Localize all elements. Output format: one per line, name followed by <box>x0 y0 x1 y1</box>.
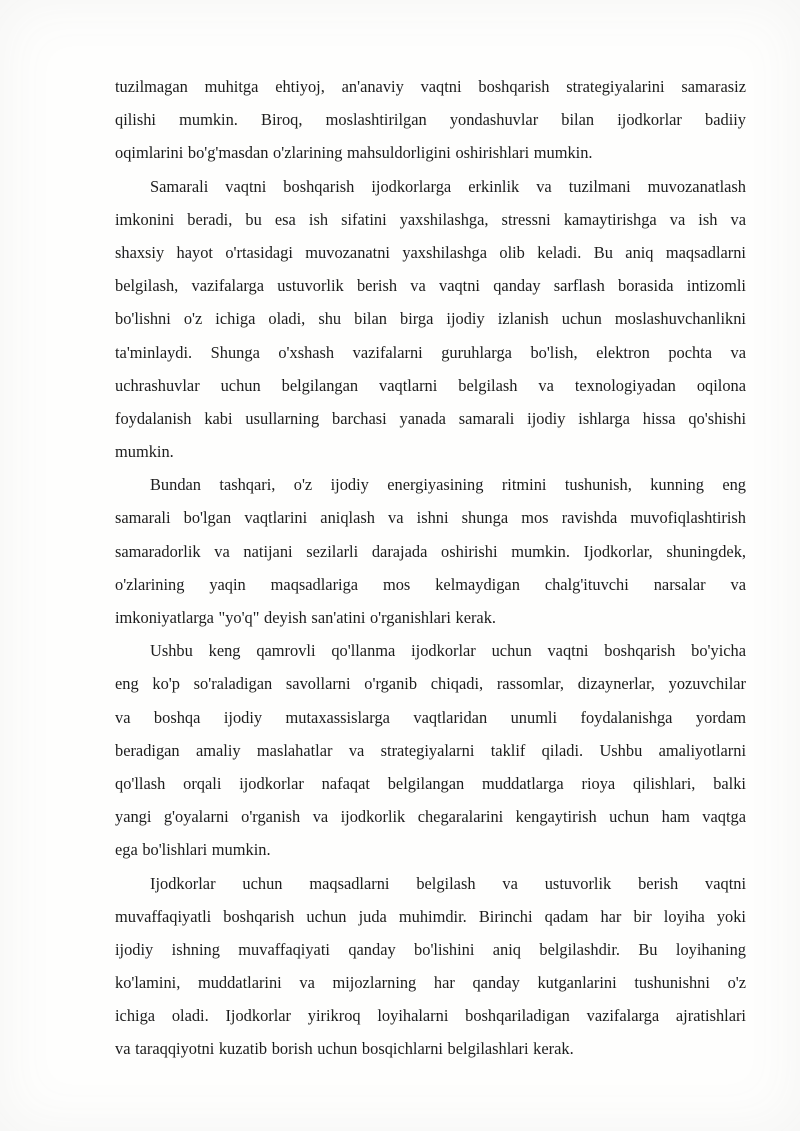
text-line: muvaffaqiyatli boshqarish uchun juda muhimdir. Birinchi qadam har bir loyiha yoki <box>115 906 746 926</box>
document-body <box>115 70 746 1066</box>
paragraph <box>115 634 746 866</box>
paragraph <box>115 170 746 469</box>
text-line: ijodiy ishning muvaffaqiyati qanday bo'lishini aniq belgilashdir. Bu loyihaning <box>115 939 746 959</box>
text-line: qilishi mumkin. Biroq, moslashtirilgan yondashuvlar bilan ijodkorlar badiiy <box>115 110 746 130</box>
text-line: belgilash, vazifalarga ustuvorlik berish va vaqtni qanday sarflash borasida intizomli <box>115 276 746 296</box>
text-line: ichiga oladi. Ijodkorlar yirikroq loyihalarni boshqariladigan vazifalarga ajratishlari <box>115 1006 746 1026</box>
text-line: foydalanish kabi usullarning barchasi yanada samarali ijodiy ishlarga hissa qo'shishi <box>115 408 746 428</box>
text-line: va taraqqiyotni kuzatib borish uchun bosqichlarni belgilashlari kerak. <box>115 1039 574 1059</box>
text-line: va boshqa ijodiy mutaxassislarga vaqtlaridan unumli foydalanishga yordam <box>115 707 746 727</box>
text-line: bo'lishni o'z ichiga oladi, shu bilan birga ijodiy izlanish uchun moslashuvchanlikni <box>115 309 746 329</box>
text-line: qo'llash orqali ijodkorlar nafaqat belgilangan muddatlarga rioya qilishlari, balki <box>115 773 746 793</box>
text-line: mumkin. <box>115 442 174 462</box>
text-line: ega bo'lishlari mumkin. <box>115 840 271 860</box>
text-line: samaradorlik va natijani sezilarli darajada oshirishi mumkin. Ijodkorlar, shuningdek, <box>115 541 746 561</box>
text-line: Bundan tashqari, o'z ijodiy energiyasining ritmini tushunish, kunning eng <box>150 475 746 495</box>
text-line: ta'minlaydi. Shunga o'xshash vazifalarni guruhlarga bo'lish, elektron pochta va <box>115 342 746 362</box>
text-line: beradigan amaliy maslahatlar va strategiyalarni taklif qiladi. Ushbu amaliyotlarni <box>115 740 746 760</box>
text-line: ko'lamini, muddatlarini va mijozlarning har qanday kutganlarini tushunishni o'z <box>115 973 746 993</box>
text-line: imkoniyatlarga "yo'q" deyish san'atini o'rganishlari kerak. <box>115 608 497 627</box>
paragraph <box>115 867 746 1066</box>
text-line: yangi g'oyalarni o'rganish va ijodkorlik chegaralarini kengaytirish uchun ham vaqtga <box>115 807 746 827</box>
text-line: Samarali vaqtni boshqarish ijodkorlarga erkinlik va tuzilmani muvozanatlash <box>150 176 746 196</box>
paragraph <box>115 70 746 170</box>
text-line: uchrashuvlar uchun belgilangan vaqtlarni belgilash va texnologiyadan oqilona <box>115 375 746 395</box>
text-line: imkonini beradi, bu esa ish sifatini yaxshilashga, stressni kamaytirishga va ish va <box>115 209 746 229</box>
text-line: tuzilmagan muhitga ehtiyoj, an'anaviy vaqtni boshqarish strategiyalarini samarasiz <box>115 77 746 96</box>
text-line: shaxsiy hayot o'rtasidagi muvozanatni yaxshilashga olib keladi. Bu aniq maqsadlarni <box>115 242 746 262</box>
paragraph <box>115 468 746 634</box>
text-line: Ushbu keng qamrovli qo'llanma ijodkorlar uchun vaqtni boshqarish bo'yicha <box>150 641 746 661</box>
text-line: samarali bo'lgan vaqtlarini aniqlash va ishni shunga mos ravishda muvofiqlashtirish <box>115 508 746 528</box>
text-line: oqimlarini bo'g'masdan o'zlarining mahsuldorligini oshirishlari mumkin. <box>115 143 593 163</box>
text-line: o'zlarining yaqin maqsadlariga mos kelmaydigan chalg'ituvchi narsalar va <box>115 574 746 594</box>
text-line: eng ko'p so'raladigan savollarni o'rganib chiqadi, rassomlar, dizaynerlar, yozuvchilar <box>115 674 746 694</box>
text-line: Ijodkorlar uchun maqsadlarni belgilash va ustuvorlik berish vaqtni <box>150 873 746 893</box>
